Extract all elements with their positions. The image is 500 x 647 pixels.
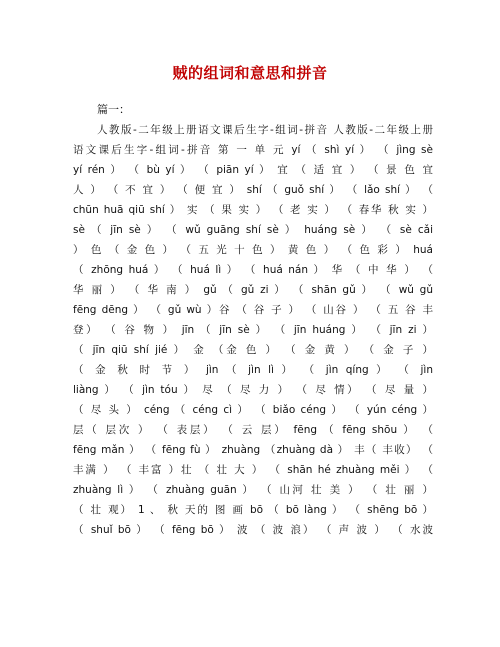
text-line: 华 丽 ） （ 华 南 ） gǔ （ gǔ zi ） （ shān gǔ ） （ wǔ gǔ <box>73 284 433 296</box>
text-line: （ zhōng huá ） （ huá lì ） （ huá nán ） 华 （ 中 华 ） （ <box>73 264 433 276</box>
text-line: fēng dēng ） （ gǔ wù ）谷 （ 谷 子 ） （ 山谷 ） （ 五 谷 丰 <box>73 304 433 316</box>
text-line: （ 金 秋 时 节 ） jìn （ jìn lì ） （ jìn qíng ） （ jìn <box>73 364 433 376</box>
text-line: zhuàng lì ） （ zhuàng guān ） （ 山河 壮 美 ） （ 壮 丽 ） <box>73 484 433 496</box>
text-line: chūn huā qiū shí ） 实 （ 果 实 ） （ 老 实 ） （ 春华 秋 实 ） <box>73 204 433 216</box>
text-line: sè （ jīn sè ） （ wǔ guāng shí sè ） huáng sè ） （ sè cǎi <box>73 224 433 236</box>
text-line: 登） （ 谷 物 ） jīn （ jīn sè ） （ jīn huáng ） （ jīn zi ） <box>73 324 433 336</box>
text-line: （ 壮 观） 1 、 秋 天的 图 画 bō （ bō làng ） （ shēng bō ） <box>73 504 433 516</box>
text-line: （ shuǐ bō ） （ fēng bō ） 波 （ 波 浪） （ 声 波 ） （ 水波 <box>73 524 433 536</box>
section-label: 篇一： <box>97 103 130 116</box>
body-text <box>73 120 433 540</box>
text-line: liàng ） （ jìn tóu ） 尽 （ 尽 力 ） （ 尽 情） （ 尽 量 ） <box>73 384 433 396</box>
text-line: 人教版-二年级上册语文课后生字-组词-拼音 人教版-二年级上册 <box>97 124 433 136</box>
text-line: 丰满 ） （ 丰富 ）壮 （ 壮 大 ） （ shān hé zhuàng měi ） （ <box>73 464 433 476</box>
text-line: fēng mǎn ） （ fēng fù ） zhuàng （zhuàng dà ） 丰（ 丰收） （ <box>73 444 433 456</box>
text-line: 层（ 层次 ） （ 表层） （ 云 层） fēng （ fēng shōu ） （ <box>73 424 433 436</box>
document-title: 贼的组词和意思和拼音 <box>172 64 328 82</box>
text-line: 人 ） （ 不 宜 ） （ 便 宜 ） shí （ guǒ shí ） （ lǎo shí ） （ <box>73 184 433 196</box>
text-line: yí rén ） （ bù yí ） （ piān yí ） 宜 （ 适 宜 ） （ 景 色 宜 <box>73 164 433 176</box>
text-line: 语文课后生字-组词-拼音 第 一 单 元 yí （ shì yí ） （ jìng sè <box>73 144 433 156</box>
text-line: （ jīn qiū shí jié ） 金 （金 色 ） （ 金 黄 ） （ 金 子 ） <box>73 344 433 356</box>
text-line: （ 尽 头 ） céng （ céng cì ） （ biǎo céng ） （ yún céng ） <box>73 404 433 416</box>
text-line: ） 色 （ 金 色 ） （ 五 光 十 色 ） 黄 色 ） （ 色 彩 ） huá <box>73 244 433 256</box>
